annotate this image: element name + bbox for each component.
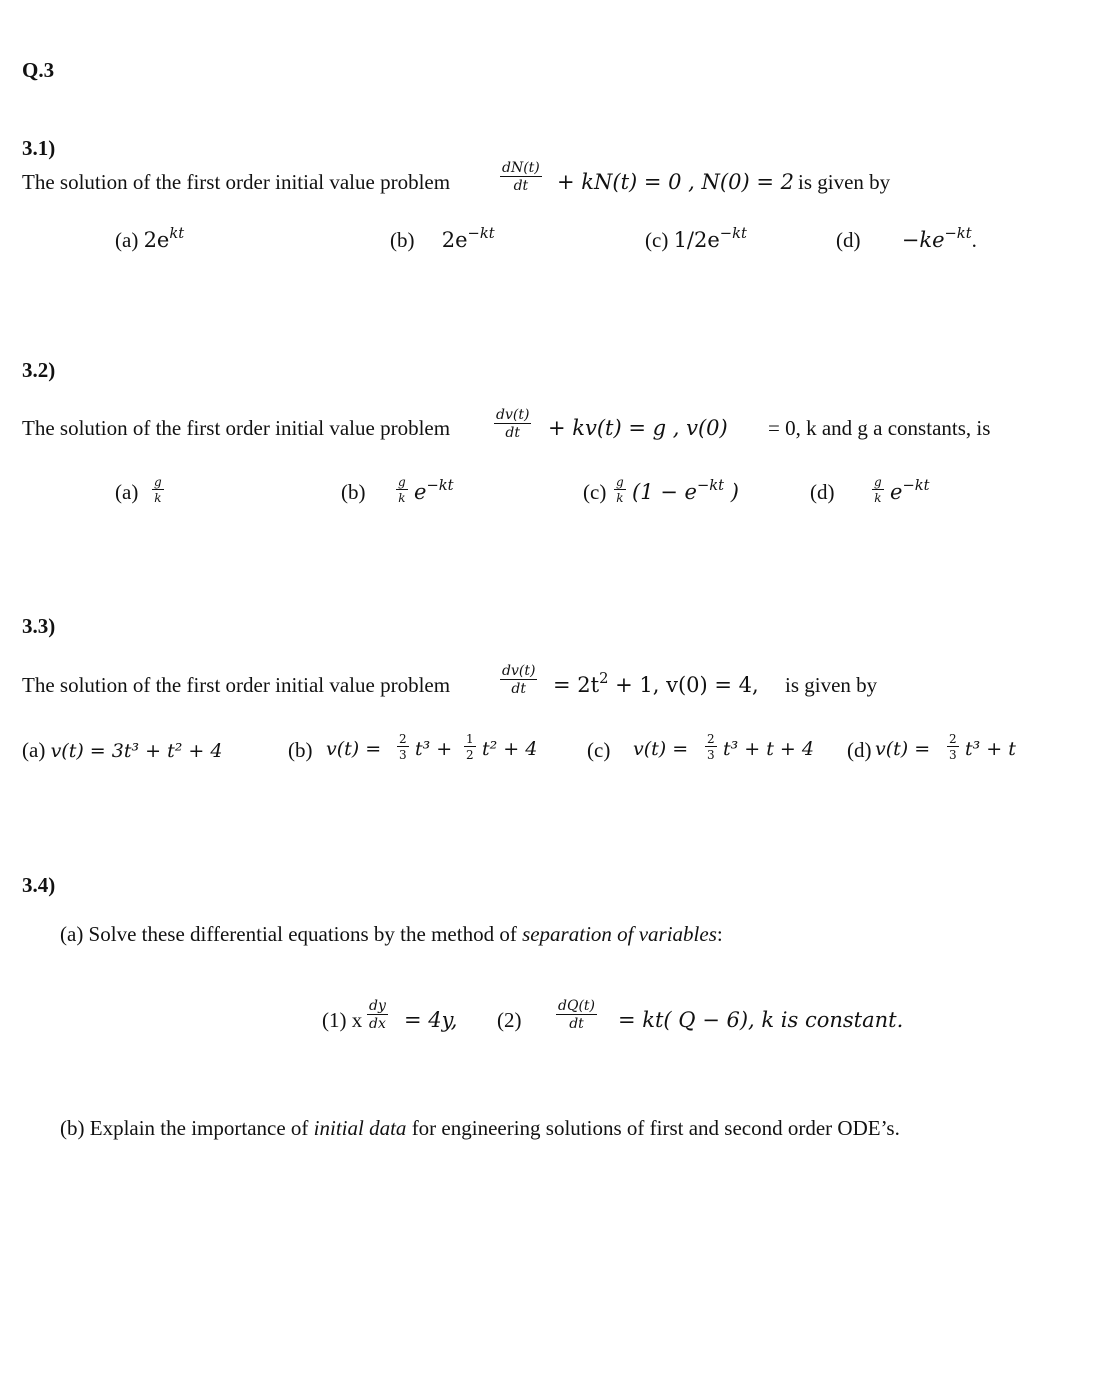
q33-label: 3.3) [22, 614, 56, 638]
q32-option-b-expr [414, 477, 454, 504]
q32-opt-a-frac-den: k [154, 491, 162, 505]
q33-stem: The solution of the first order initial value problem [22, 673, 451, 697]
q32-opt-c-exp: −kt [696, 477, 725, 495]
q33-option-a [22, 738, 222, 763]
q31-opt-d-label: (d) [836, 228, 861, 252]
question-heading: Q.3 [22, 58, 55, 82]
q31-label: 3.1) [22, 136, 56, 160]
q31-stem-tail: is given by [798, 170, 891, 194]
q32-frac-num: dv(t) [496, 407, 530, 423]
q31-option-d [836, 225, 977, 253]
q34-eq2-label: (2) [497, 1008, 522, 1032]
q31-option-a [115, 225, 185, 253]
q33-eq-b: + 1, v(0) = 4, [615, 673, 759, 697]
q33-opt-c-frac-den: 3 [707, 748, 715, 762]
q33-option-d-lhs: v(t) = [875, 738, 931, 760]
q33-opt-b-frac2-num: 1 [466, 732, 474, 746]
q32-frac-den: dt [505, 425, 520, 441]
q31-opt-a-base: 2e [143, 228, 170, 252]
q33-opt-a-expr: v(t) = 3t³ + t² + 4 [50, 740, 223, 762]
q32-option-c-fraction [614, 476, 626, 504]
q34-part-a-em: separation of variables [522, 922, 717, 946]
q31-opt-d-tail: . [971, 228, 977, 252]
q33-equation [553, 670, 759, 697]
q34-eq1-label: (1) x [322, 1008, 363, 1032]
q31-frac-num: dN(t) [502, 160, 540, 176]
q33-option-d-label: (d) [847, 738, 872, 762]
q31-opt-c-base: 1/2e [673, 228, 720, 252]
q33-option-b-lhs: v(t) = [326, 738, 382, 760]
q32-option-a-label: (a) [115, 480, 139, 504]
q32-stem-tail: = 0, k and g a constants, is [768, 416, 991, 440]
q34-eq2-frac-den: dt [569, 1016, 584, 1032]
q31-option-b [390, 225, 495, 253]
q33-option-c-rest: t³ + t + 4 [723, 738, 814, 760]
q32-opt-d-exp: −kt [902, 477, 930, 495]
q34-part-b-post: for engineering solutions of first and second order ODE’s. [411, 1116, 900, 1140]
q33-option-c-label: (c) [587, 738, 611, 762]
q32-option-a-fraction [152, 476, 164, 504]
q32-opt-d-e: e [890, 480, 903, 504]
q32-option-b-fraction [396, 476, 408, 504]
q32-stem: The solution of the first order initial value problem [22, 416, 451, 440]
q33-option-b-frac1 [397, 733, 409, 761]
q31-opt-b-base: 2e [441, 228, 468, 252]
q33-opt-d-frac-den: 3 [949, 748, 957, 762]
q33-opt-a-label: (a) [22, 738, 46, 762]
q34-part-b [60, 1116, 900, 1141]
q31-option-c [645, 225, 747, 253]
q32-option-d-label: (d) [810, 480, 835, 504]
q34-part-a-post: : [716, 922, 723, 946]
q31-opt-c-exp: −kt [719, 225, 747, 243]
q33-opt-c-frac-num: 2 [707, 732, 715, 746]
q32-opt-b-e: e [414, 480, 427, 504]
q31-frac-den: dt [513, 178, 529, 194]
q31-opt-a-exp: kt [169, 225, 185, 243]
q31-opt-d-base: −ke [901, 228, 945, 252]
q34-eq2-frac-num: dQ(t) [558, 998, 595, 1014]
q33-eq-a: = 2t [553, 673, 600, 697]
q33-stem-tail: is given by [785, 673, 878, 697]
q33-opt-b-frac1-num: 2 [399, 732, 407, 746]
q34-eq1-frac-den: dx [369, 1016, 386, 1032]
q32-opt-c-frac-den: k [616, 491, 624, 505]
q33-option-b-t2: t² + 4 [482, 738, 538, 760]
q31-opt-b-label: (b) [390, 228, 415, 252]
q31-opt-b-exp: −kt [467, 225, 495, 243]
q33-option-b-t3: t³ + [415, 738, 453, 760]
q32-opt-c-close: ) [730, 480, 739, 504]
q33-opt-d-frac-num: 2 [949, 732, 957, 746]
q31-opt-c-label: (c) [645, 228, 669, 252]
q34-part-b-pre: (b) Explain the importance of [60, 1116, 309, 1140]
q33-option-c-lhs: v(t) = [633, 738, 689, 760]
q31-opt-d-exp: −kt [944, 225, 972, 243]
q33-frac-den: dt [511, 681, 526, 697]
q32-opt-c-frac-num: g [616, 475, 624, 489]
q33-option-d-frac [947, 733, 959, 761]
q31-stem: The solution of the first order initial value problem [22, 170, 451, 194]
q34-label: 3.4) [22, 873, 56, 897]
q32-opt-d-frac-num: g [874, 475, 882, 489]
q32-label: 3.2) [22, 358, 56, 382]
q33-option-b-frac2 [464, 733, 476, 761]
q33-opt-b-frac2-den: 2 [466, 748, 474, 762]
q31-equation: + kN(t) = 0 , N(0) = 2 [557, 170, 794, 194]
q33-eq-exp: 2 [599, 670, 609, 688]
q34-part-b-em: initial data [313, 1116, 407, 1140]
q32-option-d-fraction [872, 476, 884, 504]
q32-opt-b-exp: −kt [426, 477, 454, 495]
q32-equation: + kv(t) = g , v(0) [548, 416, 728, 440]
q33-opt-b-frac1-den: 3 [399, 748, 407, 762]
q32-opt-a-frac-num: g [154, 475, 162, 489]
q33-option-d-rest: t³ + t [965, 738, 1016, 760]
q32-opt-b-frac-num: g [398, 475, 406, 489]
q34-part-a-pre: (a) Solve these differential equations by the method of [60, 922, 517, 946]
q31-opt-a-label: (a) [115, 228, 139, 252]
q34-eq1-frac-num: dy [369, 998, 386, 1014]
q32-option-c-label: (c) [583, 480, 607, 504]
q32-opt-d-frac-den: k [874, 491, 882, 505]
q33-frac-num: dv(t) [502, 663, 536, 679]
q31-derivative-fraction [500, 161, 542, 193]
q34-eq2-rest: = kt( Q − 6), k is constant. [618, 1008, 904, 1032]
q33-derivative-fraction [500, 664, 537, 696]
q34-eq2-fraction [556, 999, 597, 1031]
q34-eq1-rest: = 4y, [404, 1008, 458, 1032]
q32-option-c-expr [632, 477, 739, 504]
q33-option-c-frac [705, 733, 717, 761]
q32-opt-b-frac-den: k [398, 491, 406, 505]
q32-option-d-expr [890, 477, 930, 504]
q32-option-b-label: (b) [341, 480, 366, 504]
q34-eq1-fraction [367, 999, 388, 1031]
q32-opt-c-body: (1 − e [632, 480, 697, 504]
q33-option-b-label: (b) [288, 738, 313, 762]
q34-part-a [60, 922, 723, 947]
q32-derivative-fraction [494, 408, 531, 440]
